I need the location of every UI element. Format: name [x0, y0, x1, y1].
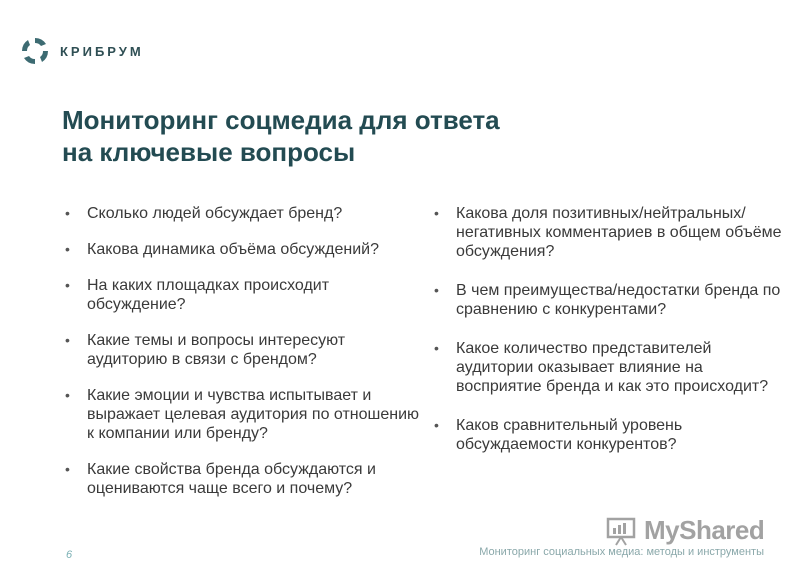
page-number: 6 [66, 549, 73, 561]
list-item: • Какое количество представителей аудитории оказывает влияние на восприятие бренда и как это происходит? [431, 339, 791, 396]
footer-caption: Мониторинг социальных медиа: методы и инструменты [479, 546, 764, 558]
list-item: • Какие темы и вопросы интересуют аудиторию в связи с брендом? [62, 331, 422, 369]
presentation-board-icon [606, 516, 638, 546]
kribrum-logo-icon [20, 36, 50, 66]
list-item: • Какова доля позитивных/нейтральных/негативных комментариев в общем объёме обсуждения? [431, 204, 791, 261]
list-item: • На каких площадках происходит обсуждение? [62, 276, 422, 314]
list-item: • В чем преимущества/недостатки бренда по сравнению с конкурентами? [431, 281, 791, 319]
title-line-1: Мониторинг соцмедиа для ответа [62, 105, 500, 135]
watermark-text: MyShared [644, 515, 765, 545]
list-item: • Какие эмоции и чувства испытывает и выражает целевая аудитория по отношению к компании или бренду? [62, 386, 422, 443]
list-item: • Каков сравнительный уровень обсуждаемости конкурентов? [431, 416, 791, 454]
left-question-list [62, 204, 422, 515]
brand-name: КРИБРУМ [60, 43, 144, 59]
right-question-list [431, 204, 791, 474]
list-item: • Сколько людей обсуждает бренд? [62, 204, 422, 223]
brand-logo [20, 36, 144, 66]
list-item: • Какие свойства бренда обсуждаются и оцениваются чаще всего и почему? [62, 460, 422, 498]
watermark [606, 515, 764, 546]
slide-title [62, 104, 702, 168]
list-item: • Какова динамика объёма обсуждений? [62, 240, 422, 259]
title-line-2: на ключевые вопросы [62, 137, 356, 167]
